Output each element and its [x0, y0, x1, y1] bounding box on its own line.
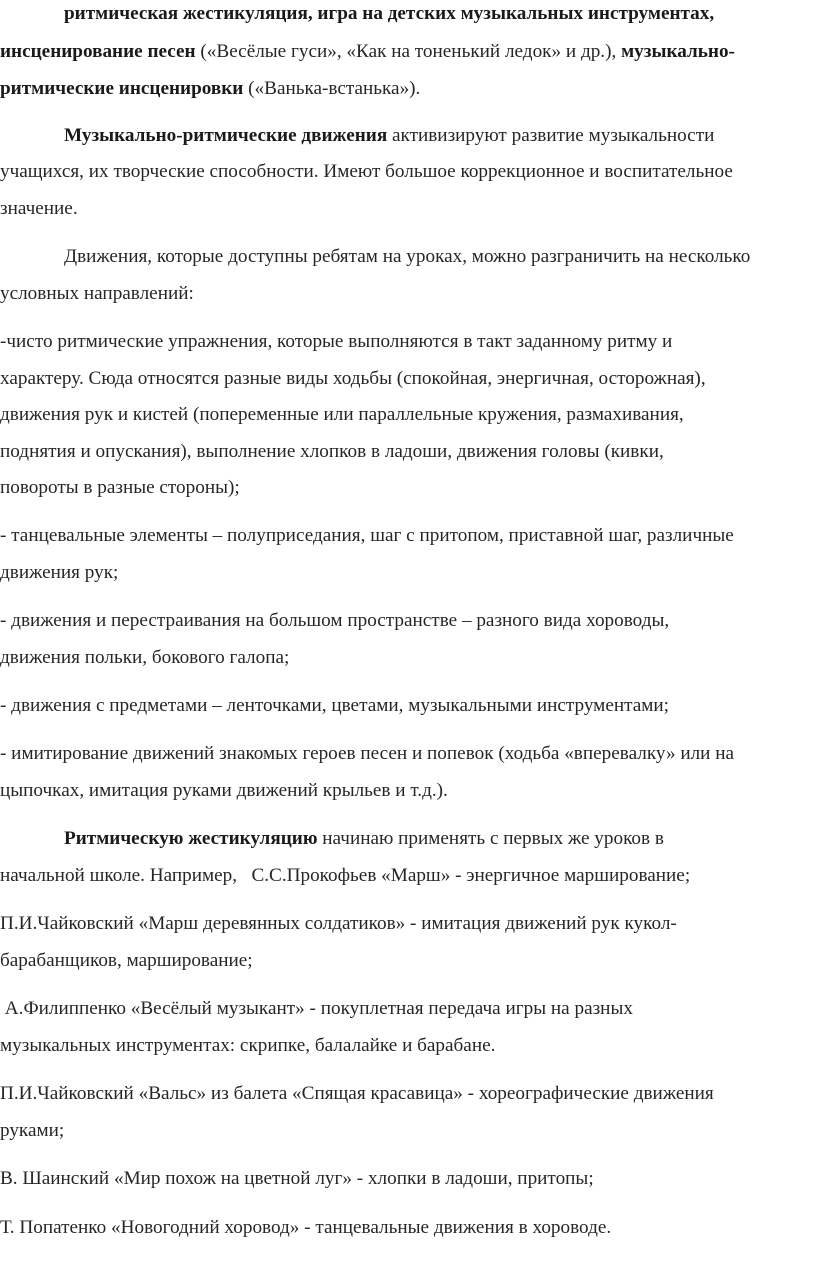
bold-text: Ритмическую жестикуляцию: [64, 828, 318, 849]
p12-line-1: П.И.Чайковский «Вальс» из балета «Спящая красавица» - хореографические движения: [0, 1083, 714, 1104]
p9-line-2: начальной школе. Например, С.С.Прокофьев «Марш» - энергичное марширование;: [0, 865, 691, 886]
text-run: начинаю применять с первых же уроков в: [317, 828, 664, 849]
p8-line-1: - имитирование движений знакомых героев песен и попевок (ходьба «вперевалку» или на: [0, 743, 735, 764]
text-run: («Весёлые гуси», «Как на тоненький ледок» и др.),: [195, 41, 622, 62]
p11-line-2: музыкальных инструментах: скрипке, балалайке и барабане.: [0, 1035, 496, 1056]
p10-line-2: барабанщиков, марширование;: [0, 950, 253, 971]
bold-text: музыкально-: [621, 41, 735, 62]
text-run: («Ванька-встанька»).: [243, 78, 421, 99]
p13-line-1: В. Шаинский «Мир похож на цветной луг» - хлопки в ладоши, притопы;: [0, 1168, 594, 1189]
p8-line-2: цыпочках, имитация руками движений крыльев и т.д.).: [0, 780, 448, 801]
p1-line-3: [0, 77, 420, 101]
p7-line-1: - движения с предметами – ленточками, цветами, музыкальными инструментами;: [0, 695, 669, 716]
p6-line-2: движения польки, бокового галопа;: [0, 647, 290, 668]
p6-line-1: - движения и перестраивания на большом пространстве – разного вида хороводы,: [0, 610, 670, 631]
p1-line-1: [64, 2, 714, 26]
bold-text: ритмические инсценировки: [0, 78, 244, 99]
bold-text: ритмическая жестикуляция, игра на детских музыкальных инструментах,: [64, 3, 715, 24]
p1-line-2: [0, 40, 735, 64]
p11-line-1: А.Филиппенко «Весёлый музыкант» - покуплетная передача игры на разных: [0, 998, 633, 1019]
p5-line-2: движения рук;: [0, 562, 119, 583]
bold-text: инсценирование песен: [0, 41, 196, 62]
bold-text: Музыкально-ритмические движения: [64, 125, 388, 146]
text-run: активизируют развитие музыкальности: [387, 125, 715, 146]
p4-line-4: поднятия и опускания), выполнение хлопков в ладоши, движения головы (кивки,: [0, 441, 664, 462]
p4-line-1: -чисто ритмические упражнения, которые выполняются в такт заданному ритму и: [0, 331, 673, 352]
p10-line-1: П.И.Чайковский «Марш деревянных солдатиков» - имитация движений рук кукол-: [0, 913, 677, 934]
p3-line-1: Движения, которые доступны ребятам на уроках, можно разграничить на несколько: [64, 246, 751, 267]
p2-line-1: [64, 124, 714, 148]
p5-line-1: - танцевальные элементы – полуприседания, шаг с притопом, приставной шаг, различные: [0, 525, 734, 546]
p9-line-1: [64, 827, 664, 851]
p2-line-3: значение.: [0, 198, 78, 219]
p12-line-2: руками;: [0, 1120, 65, 1141]
p4-line-2: характеру. Сюда относятся разные виды ходьбы (спокойная, энергичная, осторожная),: [0, 368, 706, 389]
p3-line-2: условных направлений:: [0, 283, 194, 304]
p4-line-5: повороты в разные стороны);: [0, 477, 240, 498]
p14-line-1: Т. Попатенко «Новогодний хоровод» - танцевальные движения в хороводе.: [0, 1217, 612, 1238]
p4-line-3: движения рук и кистей (попеременные или параллельные кружения, размахивания,: [0, 404, 684, 425]
p2-line-2: учащихся, их творческие способности. Имеют большое коррекционное и воспитательное: [0, 161, 733, 182]
